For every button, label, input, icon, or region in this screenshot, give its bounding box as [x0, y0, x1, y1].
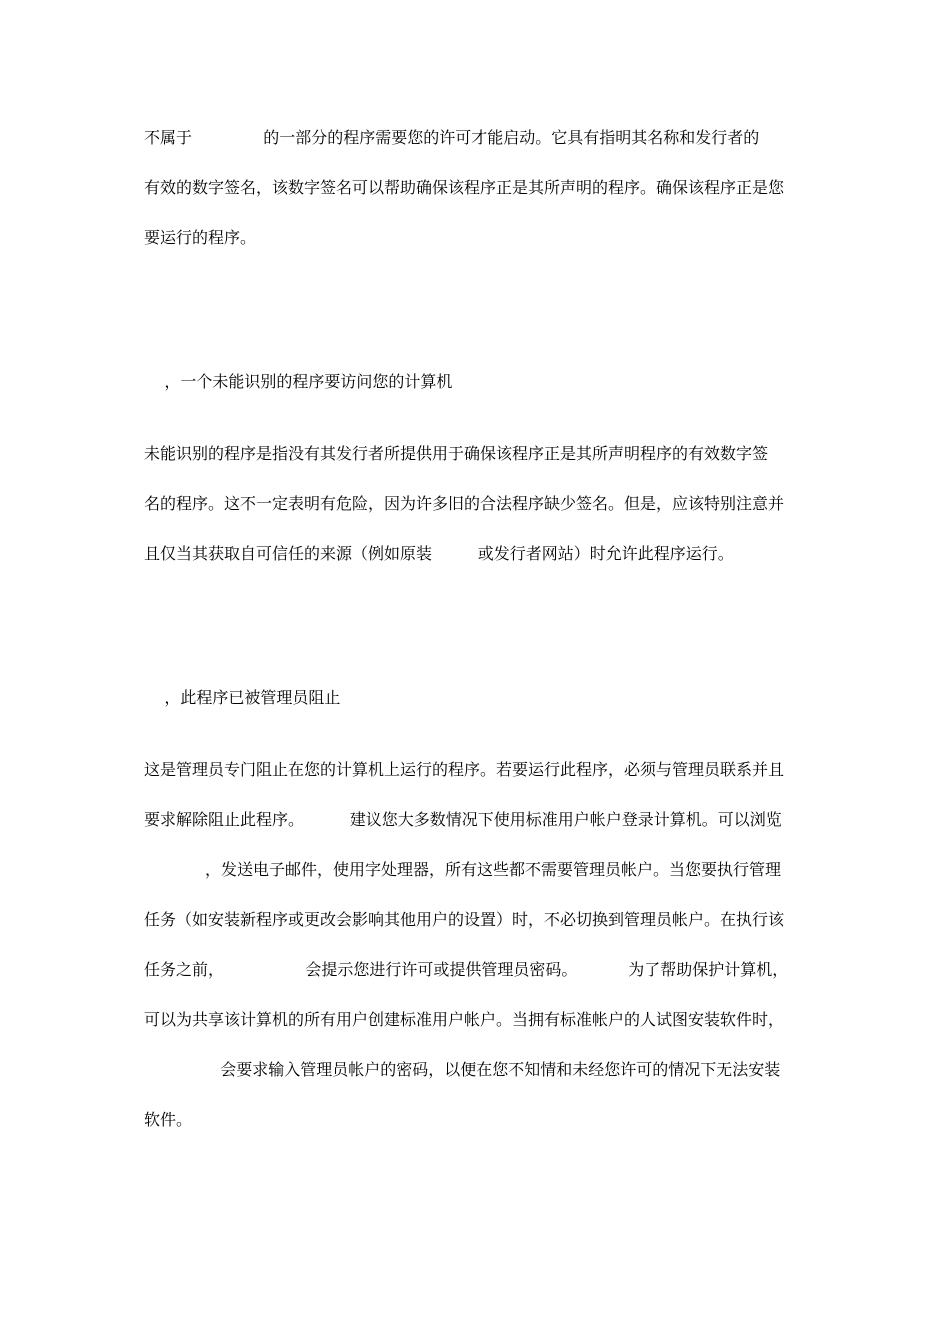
- section-heading-unidentified-program: ，一个未能识别的程序要访问您的计算机: [144, 372, 453, 391]
- paragraph-line: 这是管理员专门阻止在您的计算机上运行的程序。若要运行此程序，必须与管理员联系并且: [144, 760, 785, 779]
- paragraph-line: 可以为共享该计算机的所有用户创建标准用户帐户。当拥有标准帐户的人试图安装软件时，: [144, 1010, 785, 1029]
- paragraph-line: 有效的数字签名，该数字签名可以帮助确保该程序正是其所声明的程序。确保该程序正是您: [144, 178, 785, 197]
- paragraph-line: 名的程序。这不一定表明有危险，因为许多旧的合法程序缺少签名。但是，应该特别注意并: [144, 494, 785, 513]
- paragraph-line: 任务（如安装新程序或更改会影响其他用户的设置）时，不必切换到管理员帐户。在执行该: [144, 910, 785, 929]
- paragraph-line: 软件。: [144, 1110, 193, 1129]
- paragraph-line: 任务之前， 会提示您进行许可或提供管理员密码。 为了帮助保护计算机，: [144, 960, 789, 979]
- paragraph-line: ，发送电子邮件，使用字处理器，所有这些都不需要管理员帐户。当您要执行管理: [144, 860, 782, 879]
- paragraph-line: 不属于 的一部分的程序需要您的许可才能启动。它具有指明其名称和发行者的: [144, 128, 760, 147]
- paragraph-line: 未能识别的程序是指没有其发行者所提供用于确保该程序正是其所声明程序的有效数字签: [144, 444, 769, 463]
- section-heading-blocked-program: ，此程序已被管理员阻止: [144, 688, 341, 707]
- paragraph-line: 要求解除阻止此程序。 建议您大多数情况下使用标准用户帐户登录计算机。可以浏览: [144, 810, 782, 829]
- paragraph-line: 会要求输入管理员帐户的密码，以便在您不知情和未经您许可的情况下无法安装: [144, 1060, 781, 1079]
- paragraph-line: 且仅当其获取自可信任的来源（例如原装 或发行者网站）时允许此程序运行。: [144, 544, 734, 563]
- paragraph-line: 要运行的程序。: [144, 228, 257, 247]
